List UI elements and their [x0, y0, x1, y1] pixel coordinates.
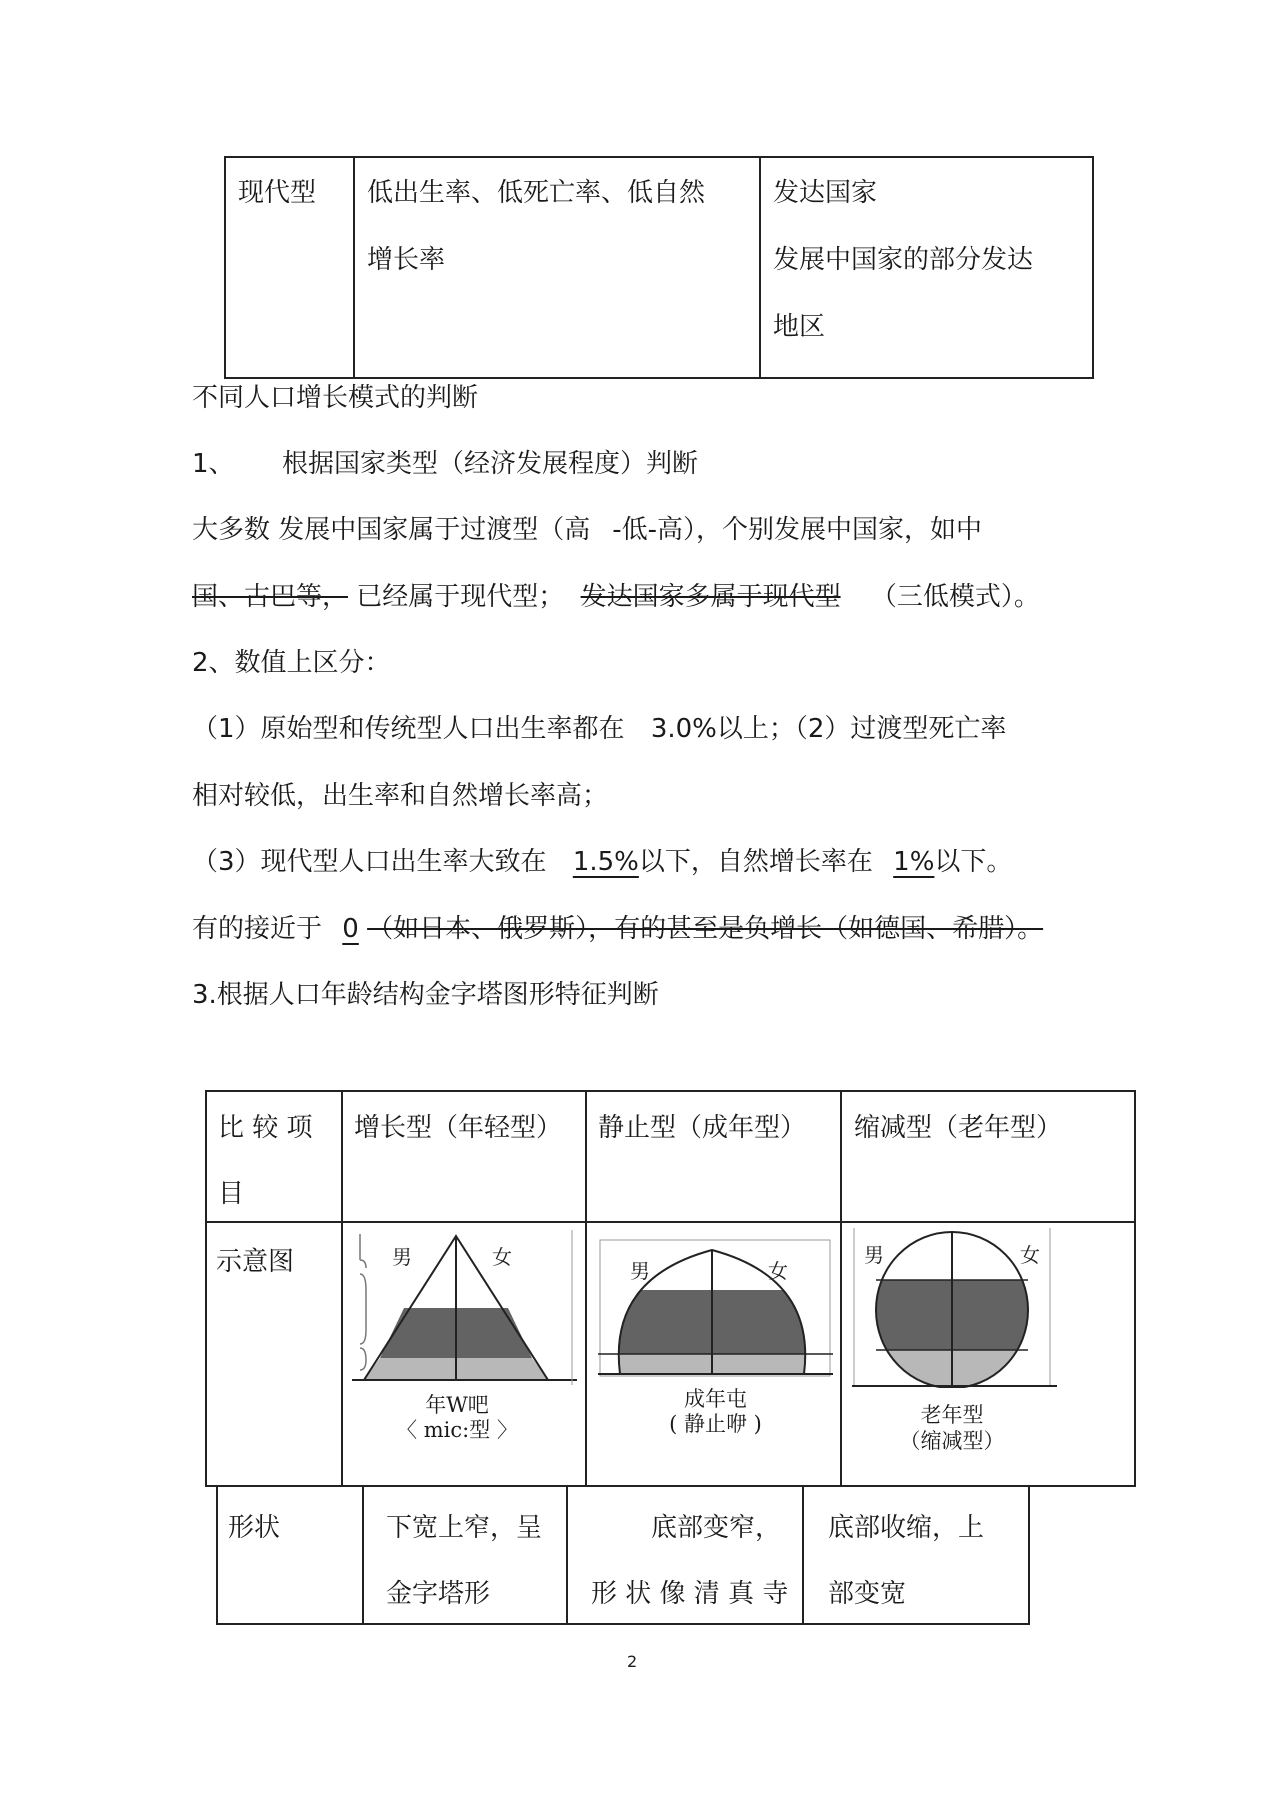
- divider: [566, 1485, 568, 1625]
- item1-line2: [192, 580, 1040, 614]
- text-span: （1）原始型和传统型人口出生率都在: [192, 714, 625, 744]
- page-number: 2: [627, 1652, 638, 1671]
- shape-decline: 底部收缩，上: [828, 1513, 985, 1543]
- text-span: （三低模式）。: [870, 582, 1040, 612]
- male-label: 男: [630, 1259, 650, 1283]
- diagram-caption: 〈 mic:型 〉: [396, 1418, 518, 1442]
- pyramid-stable-diagram: [598, 1238, 833, 1378]
- divider: [840, 1221, 842, 1487]
- item1-line1: [192, 513, 982, 547]
- divider: [341, 1090, 343, 1223]
- divider: [802, 1485, 804, 1625]
- pyramid-decline-diagram: [852, 1228, 1057, 1388]
- struck-text: 发达国家多属于现代型: [580, 582, 841, 612]
- table-cell: [354, 157, 760, 378]
- model-table: [224, 156, 1094, 379]
- diagram-caption: 年W吧: [425, 1393, 489, 1417]
- female-label: 女: [492, 1245, 512, 1269]
- item2-para1-cont: 相对较低，出生率和自然增长率高；: [192, 781, 609, 811]
- value-text: 1%: [893, 847, 935, 877]
- item2-para3: [192, 845, 1012, 879]
- male-label: 男: [392, 1245, 412, 1269]
- struck-text: 国、古巴等，: [192, 582, 349, 612]
- shape-decline: 部变宽: [828, 1579, 907, 1609]
- divider: [585, 1090, 587, 1223]
- text-span: 以上；（2）过渡型死亡率: [716, 714, 1007, 744]
- value-text: 3.0%: [650, 714, 717, 744]
- shape-growth: 下宽上窄，呈: [386, 1513, 543, 1543]
- region-line: 发展中国家的部分发达: [773, 245, 1034, 275]
- diagram-caption: 成年屯: [684, 1387, 747, 1411]
- feature-line: 低出生率、低死亡率、低自然: [367, 178, 706, 208]
- shape-stable: 底部变窄，: [651, 1513, 782, 1543]
- item1-title: 根据国家类型（经济发展程度）判断: [282, 449, 699, 479]
- table-cell: [225, 157, 354, 378]
- item3-title: 3.根据人口年龄结构金字塔图形特征判断: [192, 980, 659, 1010]
- header-decline-type: 缩减型（老年型）: [854, 1113, 1063, 1143]
- item2-title: 2、数值上区分：: [192, 648, 391, 678]
- header-compare-item: 目: [218, 1179, 245, 1209]
- region-line: 发达国家: [773, 178, 878, 208]
- diagram-label: 示意图: [216, 1247, 295, 1277]
- value-text: 1.5%: [572, 847, 639, 877]
- shape-stable: 形 状 像 清 真 寺: [591, 1579, 789, 1609]
- diagram-caption: ( 静止咿 ): [669, 1412, 762, 1436]
- item2-para4: [192, 912, 1043, 946]
- header-compare-item: 比 较 项: [218, 1113, 313, 1143]
- text-span: 以下。: [934, 847, 1013, 877]
- value-text: 0: [342, 914, 359, 944]
- struck-text: （如日本、俄罗斯），有的甚至是负增长（如德国、希腊）。: [367, 914, 1044, 944]
- text-span: 大多数 发展中国家属于过渡型（高: [192, 515, 591, 545]
- divider: [840, 1090, 842, 1223]
- diagram-caption: 老年型: [920, 1403, 984, 1427]
- pyramid-growth-diagram: [352, 1230, 577, 1390]
- shape-label: 形状: [228, 1513, 281, 1543]
- text-span: 已经属于现代型；: [356, 582, 565, 612]
- female-label: 女: [1020, 1243, 1040, 1267]
- divider: [585, 1221, 587, 1487]
- table-row: [225, 157, 1093, 378]
- region-line: 地区: [773, 312, 826, 342]
- item1-number: 1、: [192, 449, 235, 479]
- divider: [341, 1221, 343, 1487]
- female-label: 女: [768, 1259, 788, 1283]
- text-span: -低-高），个别发展中国家，如中: [612, 515, 983, 545]
- text-span: 以下，自然增长率在: [638, 847, 873, 877]
- feature-line: 增长率: [367, 245, 446, 275]
- model-type: 现代型: [238, 178, 317, 208]
- table-cell: [760, 157, 1093, 378]
- item2-para1: [192, 712, 1006, 746]
- pyramid-table-header: [205, 1090, 1136, 1223]
- section-heading: 不同人口增长模式的判断: [192, 383, 479, 413]
- text-span: （3）现代型人口出生率大致在: [192, 847, 547, 877]
- text-span: 有的接近于: [192, 914, 323, 944]
- male-label: 男: [864, 1243, 884, 1267]
- header-growth-type: 增长型（年轻型）: [354, 1113, 563, 1143]
- shape-growth: 金字塔形: [386, 1579, 491, 1609]
- divider: [362, 1485, 364, 1625]
- diagram-caption: （缩减型）: [899, 1429, 1005, 1453]
- header-stable-type: 静止型（成年型）: [598, 1113, 807, 1143]
